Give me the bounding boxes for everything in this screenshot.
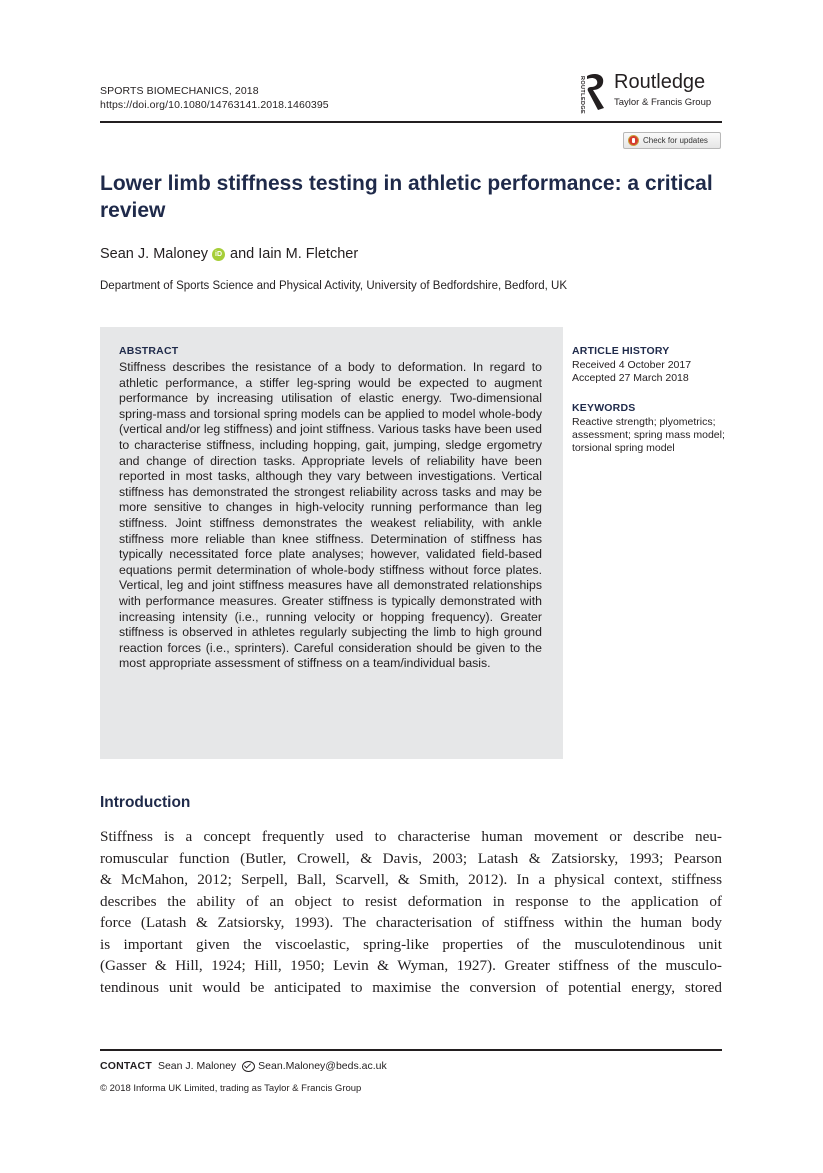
introduction-body [100, 826, 722, 998]
contact-label: CONTACT [100, 1060, 152, 1072]
publisher-group: Taylor & Francis Group [614, 97, 712, 108]
coauthor-name: and Iain M. Fletcher [230, 246, 359, 262]
keywords-list: Reactive strength; plyometrics; assessment; spring mass model; torsional spring model [572, 416, 725, 455]
article-title: Lower limb stiffness testing in athletic performance: a critical review [100, 172, 713, 222]
affiliation: Department of Sports Science and Physical Activity, University of Bedfordshire, Bedford, UK [100, 280, 568, 292]
body-line: describes the ability of an object to resist deformation in response to the application of [100, 892, 722, 910]
body-line: & McMahon, 2012; Serpell, Ball, Scarvell, & Smith, 2012). In a physical context, stiffness [100, 871, 722, 888]
check-updates-label: Check for updates [643, 136, 708, 145]
body-line: is important given the viscoelastic, spring-like properties of the musculotendinous unit [100, 935, 722, 953]
author-name[interactable]: Sean J. Maloney [100, 246, 209, 262]
article-history [572, 359, 691, 385]
header-rule [100, 121, 722, 123]
author-line [100, 244, 358, 264]
body-line: Stiffness is a concept frequently used to characterise human movement or describe neu- [100, 828, 722, 845]
email-icon [242, 1061, 255, 1072]
article-history-heading: ARTICLE HISTORY [572, 345, 670, 357]
body-line: romuscular function (Butler, Crowell, & Davis, 2003; Latash & Zatsiorsky, 1993; Pearson [100, 849, 722, 867]
publisher-side-label: ROUTLEDGE [579, 76, 585, 115]
publisher-name: Routledge [614, 71, 706, 93]
orcid-icon[interactable]: iD [212, 248, 225, 261]
body-line: force (Latash & Zatsiorsky, 1993). The characterisation of stiffness within the human body [100, 914, 722, 931]
journal-header [100, 84, 329, 112]
contact-line [100, 1059, 387, 1073]
contact-name: Sean J. Maloney [157, 1060, 237, 1072]
doi-link[interactable]: https://doi.org/10.1080/14763141.2018.1460395 [100, 99, 329, 111]
contact-email[interactable]: Sean.Maloney@beds.ac.uk [258, 1060, 387, 1072]
body-line: tendinous unit would be anticipated to maximise the conversion of potential energy, stored [100, 978, 722, 996]
abstract-text: Stiffness describes the resistance of a body to deformation. In regard to athletic performance, a stiffer leg-spring would be expected to augment performance by increasing utilisation of elastic energy. Two-dimensional spring-mass and torsional spring models can be applied to model whole-body (vertical and/or leg stiffness) and joint stiffness. Various tasks have been used to characterise stiffness, including hopping, gait, jumping, sledge ergometry and change of direction tasks. Appropriate levels of reliability have been reported in most tasks, although they vary between investigations. Vertical stiffness has demonstrated the strongest reliability across tasks and may be more sensitive to changes in high-velocity running performance than leg stiffness. Joint stiffness demonstrates the weakest reliability, with ankle stiffness more reliable than knee stiffness. Determination of stiffness has typically necessitated force plate analyses; however, validated field-based equations permit determination of whole-body stiffness without force plates. Vertical, leg and joint stiffness measures have all demonstrated relationships with performance measures. Greater stiffness is typically demonstrated with increasing intensity (i.e., running velocity or hopping frequency). Greater stiffness is observed in athletes regularly subjecting the limb to high ground reaction forces (i.e., sprinters). Careful consideration should be given to the most appropriate assessment of stiffness on a team/individual basis. [119, 360, 542, 671]
publisher-logo [576, 70, 726, 115]
received-date: Received 4 October 2017 [572, 359, 692, 371]
body-line: (Gasser & Hill, 1924; Hill, 1950; Levin & Wyman, 1927). Greater stiffness of the musculo- [100, 957, 722, 974]
routledge-mark-icon [584, 72, 608, 112]
check-for-updates-button[interactable] [623, 132, 721, 149]
check-updates-icon [628, 135, 639, 146]
accepted-date: Accepted 27 March 2018 [572, 372, 689, 385]
footer-rule [100, 1049, 722, 1051]
journal-name: SPORTS BIOMECHANICS, 2018 [100, 85, 259, 97]
keywords-heading: KEYWORDS [572, 402, 636, 414]
abstract-heading: ABSTRACT [119, 345, 179, 357]
section-heading: Introduction [100, 794, 191, 811]
copyright: © 2018 Informa UK Limited, trading as Taylor & Francis Group [100, 1083, 362, 1094]
